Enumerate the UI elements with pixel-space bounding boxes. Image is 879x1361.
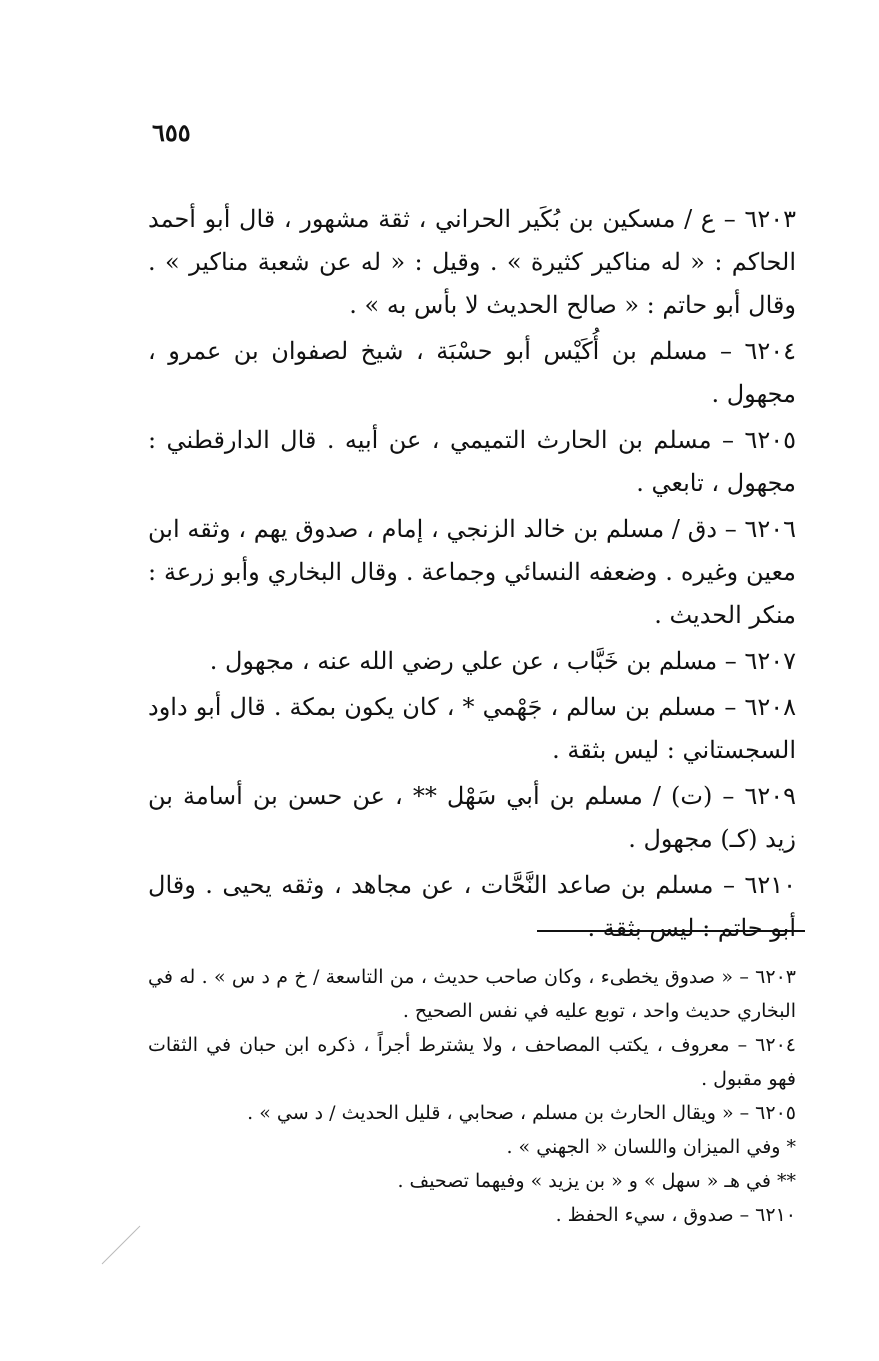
- footnote-6204: ٦٢٠٤ – معروف ، يكتب المصاحف ، ولا يشترط أجراً ، ذكره ابن حبان في الثقات فهو مقبول .: [148, 1034, 796, 1090]
- entry-6206: ٦٢٠٦ – دق / مسلم بن خالد الزنجي ، إمام ، صدوق يهم ، وثقه ابن معين وغيره . وضعفه النسائي وجماعة . وقال البخاري وأبو زرعة : منكر الحديث .: [148, 515, 796, 629]
- entry-6210: ٦٢١٠ – مسلم بن صاعد النَّحَّات ، عن مجاهد ، وثقه يحيى . وقال أبو حاتم : ليس بثقة .: [148, 871, 796, 942]
- main-text: [148, 198, 796, 953]
- footnotes: [148, 960, 796, 1232]
- footnote-6203: ٦٢٠٣ – « صدوق يخطىء ، وكان صاحب حديث ، من التاسعة / خ م د س » . له في البخاري حديث واحد ، توبع عليه في نفس الصحيح .: [148, 966, 796, 1022]
- page-number: ٦٥٥: [152, 118, 191, 147]
- entry-6207: ٦٢٠٧ – مسلم بن خَبَّاب ، عن علي رضي الله عنه ، مجهول .: [209, 647, 796, 675]
- footnote-6210: ٦٢١٠ – صدوق ، سيء الحفظ .: [555, 1204, 796, 1226]
- entry-6208: ٦٢٠٨ – مسلم بن سالم ، جَهْمي * ، كان يكون بمكة . قال أبو داود السجستاني : ليس بثقة .: [148, 693, 796, 764]
- pen-stroke-mark: [100, 1222, 144, 1266]
- footnote-asterisk: * وفي الميزان واللسان « الجهني » .: [506, 1136, 796, 1158]
- footnote-6205: ٦٢٠٥ – « ويقال الحارث بن مسلم ، صحابي ، قليل الحديث / د سي » .: [247, 1102, 796, 1124]
- entry-6209: ٦٢٠٩ – (ت) / مسلم بن أبي سَهْل ** ، عن حسن بن أسامة بن زيد (كـ) مجهول .: [148, 782, 796, 853]
- entry-6203: ٦٢٠٣ – ع / مسكين بن بُكَير الحراني ، ثقة مشهور ، قال أبو أحمد الحاكم : « له مناكير كثيرة » . وقيل : « له عن شعبة مناكير » . وقال أبو حاتم : « صالح الحديث لا بأس به » .: [148, 205, 796, 319]
- entry-6204: ٦٢٠٤ – مسلم بن أُكَيْس أبو حسْبَة ، شيخ لصفوان بن عمرو ، مجهول .: [148, 337, 796, 408]
- footnote-divider: [537, 930, 805, 932]
- entry-6205: ٦٢٠٥ – مسلم بن الحارث التميمي ، عن أبيه . قال الدارقطني : مجهول ، تابعي .: [148, 426, 796, 497]
- footnote-double-asterisk: ** في هـ « سهل » و « بن يزيد » وفيهما تصحيف .: [397, 1170, 796, 1192]
